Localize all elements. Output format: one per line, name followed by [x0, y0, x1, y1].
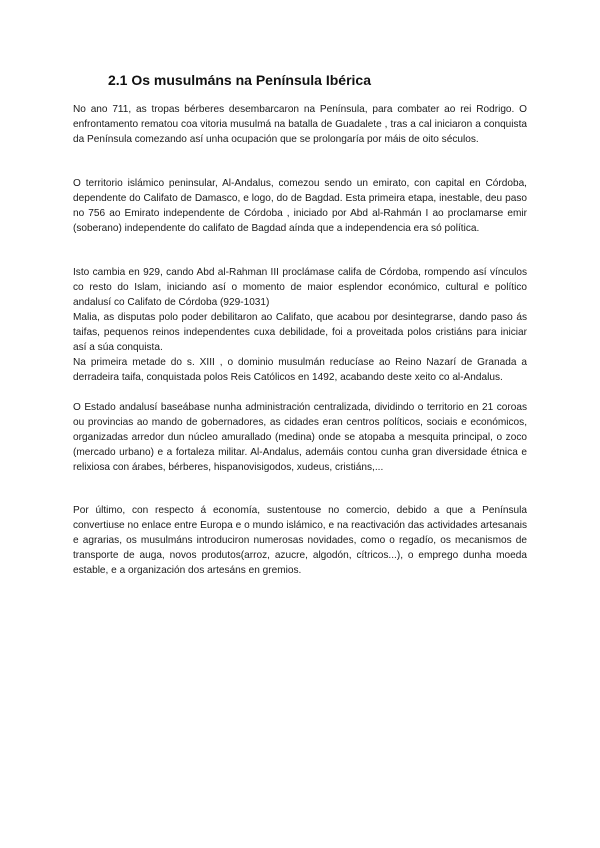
paragraph-caliphate-line-a: Isto cambia en 929, cando Abd al-Rahman III proclámase califa de Córdoba, rompendo así vínculos co resto do Islam, iniciando así o momento de maior esplendor económico, cultural e político andalusí co Califato de Córdoba (929-1031): [73, 267, 527, 308]
paragraph-emirate: O territorio islámico peninsular, Al-Andalus, comezou sendo un emirato, con capital en Córdoba, dependente do Califato de Damasco, e logo, do de Bagdad. Esta primeira etapa, inestable, deu paso no 756 ao Emirato independente de Córdoba , iniciado por Abd al-Rahmán I ao proclamarse emir (soberano) independente do califato de Bagdad aínda que a independencia era só política.: [73, 178, 527, 234]
paragraph-economy: Por último, con respecto á economía, sustentouse no comercio, debido a que a Península convertiuse no enlace entre Europa e o mundo islámico, e na reactivación das actividades artesanais e agrarias, os musulmáns introduciron numerosas novidades, como o regadío, os mecanismos de transporte de auga, novos produtos(arroz, azucre, algodón, cítricos...), o emprego dunha moeda estable, e a organización dos artesáns en gremios.: [73, 505, 527, 576]
paragraph-caliphate-line-b: Malia, as disputas polo poder debilitaron ao Califato, que acabou por desintegrarse, dando paso ás taifas, pequenos reinos independentes cuxa debilidade, foi a proveitada polos cristiáns para iniciar así a súa conquista.: [73, 312, 527, 353]
paragraph-caliphate-line-c: Na primeira metade do s. XIII , o dominio musulmán reducíase ao Reino Nazarí de Granada a derradeira taifa, conquistada polos Reis Católicos en 1492, acabando deste xeito co al-Andalus.: [73, 357, 527, 383]
section-title: 2.1 Os musulmáns na Península Ibérica: [108, 72, 371, 88]
paragraph-administration: O Estado andalusí baseábase nunha administración centralizada, dividindo o territorio en 21 coroas ou provincias ao mando de gobernadores, as cidades eran centros políticos, sociais e económicos, organizadas arredor dun núcleo amurallado (medina) onde se atopaba a mesquita principal, o zoco (mercado urbano) e a fortaleza militar. Al-Andalus, ademáis contou cunha gran diversidade étnica e relixiosa con árabes, bérberes, hispanovisigodos, xudeus, cristiáns,...: [73, 402, 527, 473]
paragraph-caliphate: [73, 265, 527, 385]
paragraph-invasion: No ano 711, as tropas bérberes desembarcaron na Península, para combater ao rei Rodrigo. O enfrontamento rematou coa vitoria musulmá na batalla de Guadalete , tras a cal iniciaron a conquista da Península comezando así unha ocupación que se prolongaría por máis de oito séculos.: [73, 104, 527, 145]
